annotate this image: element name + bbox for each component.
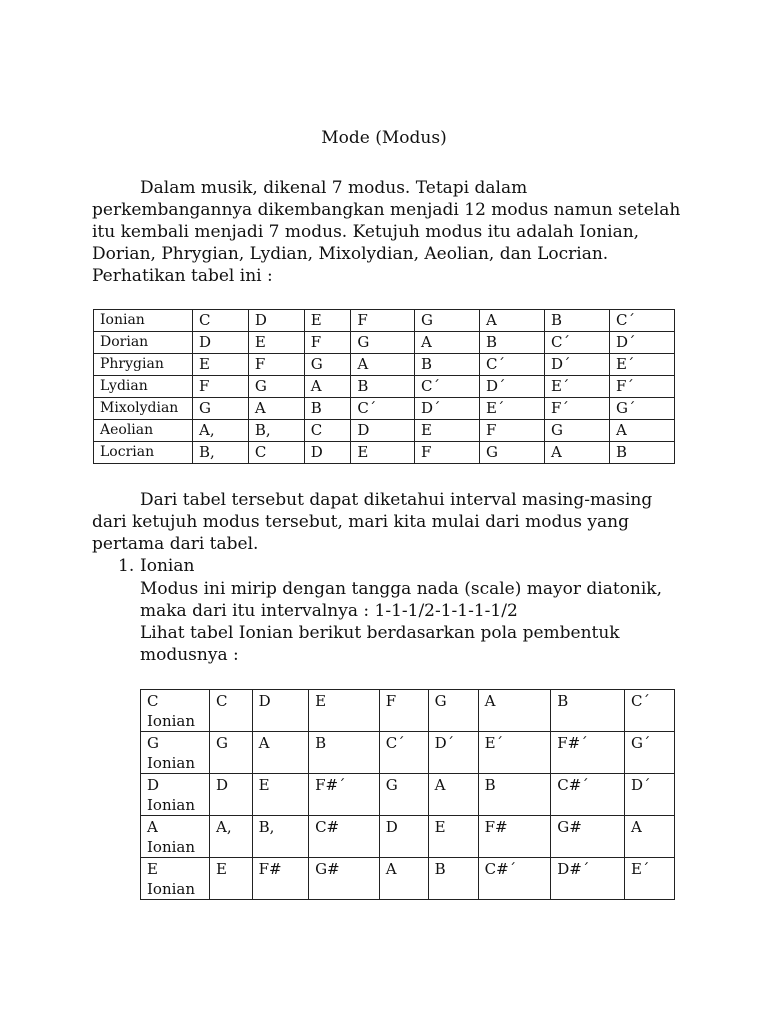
note-cell: G	[210, 732, 253, 774]
note-cell: A	[544, 442, 609, 464]
para2-line: dari ketujuh modus tersebut, mari kita mulai dari modus yang	[92, 512, 629, 532]
note-cell: B	[351, 376, 415, 398]
mode-name-cell: Locrian	[94, 442, 193, 464]
table-row	[141, 732, 675, 774]
note-cell: A,	[210, 816, 253, 858]
note-cell: D	[379, 816, 428, 858]
note-cell: E	[351, 442, 415, 464]
note-cell: D´	[428, 732, 478, 774]
key-label: A	[147, 818, 158, 836]
note-cell: A	[414, 332, 479, 354]
note-cell: A	[428, 774, 478, 816]
intro-paragraph	[92, 177, 692, 287]
note-cell: E´	[624, 858, 674, 900]
note-cell: G	[248, 376, 304, 398]
note-cell: F	[351, 310, 415, 332]
note-cell: F#	[478, 816, 551, 858]
note-cell: C	[193, 310, 249, 332]
note-cell: G#	[309, 858, 380, 900]
para2-line: Dari tabel tersebut dapat diketahui interval masing-masing	[140, 490, 653, 510]
note-cell: C	[248, 442, 304, 464]
para2	[92, 489, 692, 555]
note-cell: D´	[479, 376, 544, 398]
note-cell: C´	[624, 690, 674, 732]
list-item-title: Ionian	[140, 556, 195, 576]
note-cell: F´	[609, 376, 674, 398]
note-cell: C#	[309, 816, 380, 858]
note-cell: D	[252, 690, 308, 732]
note-cell: F	[304, 332, 351, 354]
table-row	[141, 774, 675, 816]
list-item-number: 1.	[118, 556, 135, 576]
item-line: Modus ini mirip dengan tangga nada (scale) mayor diatonik,	[140, 579, 663, 599]
note-cell: B,	[193, 442, 249, 464]
note-cell: E	[428, 816, 478, 858]
modes-table	[93, 309, 675, 464]
note-cell: E	[248, 332, 304, 354]
table-row	[94, 398, 675, 420]
note-cell: G	[351, 332, 415, 354]
list-item-body	[140, 578, 700, 666]
note-cell: D	[210, 774, 253, 816]
table-row	[141, 858, 675, 900]
note-cell: F	[193, 376, 249, 398]
mode-label: Ionian	[147, 712, 196, 730]
note-cell: C´	[351, 398, 415, 420]
key-cell	[141, 732, 210, 774]
note-cell: B	[304, 398, 351, 420]
note-cell: F#´	[309, 774, 380, 816]
key-label: C	[147, 692, 159, 710]
table-row	[94, 354, 675, 376]
note-cell: D	[351, 420, 415, 442]
table-row	[94, 376, 675, 398]
note-cell: E	[309, 690, 380, 732]
note-cell: D´	[609, 332, 674, 354]
mode-name-cell: Mixolydian	[94, 398, 193, 420]
note-cell: A	[252, 732, 308, 774]
note-cell: C#´	[551, 774, 625, 816]
note-cell: C´	[379, 732, 428, 774]
note-cell: A	[379, 858, 428, 900]
note-cell: E´	[609, 354, 674, 376]
note-cell: C	[304, 420, 351, 442]
intro-line: Dalam musik, dikenal 7 modus. Tetapi dalam	[140, 178, 528, 198]
note-cell: G#	[551, 816, 625, 858]
intro-line: perkembangannya dikembangkan menjadi 12 modus namun setelah	[92, 200, 681, 220]
note-cell: F	[479, 420, 544, 442]
note-cell: G	[479, 442, 544, 464]
note-cell: F	[414, 442, 479, 464]
key-cell	[141, 816, 210, 858]
note-cell: C´	[479, 354, 544, 376]
note-cell: A	[609, 420, 674, 442]
note-cell: G	[414, 310, 479, 332]
item-line: maka dari itu intervalnya : 1-1-1/2-1-1-1-1/2	[140, 601, 518, 621]
note-cell: C	[210, 690, 253, 732]
key-cell	[141, 858, 210, 900]
mode-name-cell: Phrygian	[94, 354, 193, 376]
note-cell: A	[248, 398, 304, 420]
key-cell	[141, 774, 210, 816]
table-row	[141, 816, 675, 858]
ionian-table	[140, 689, 675, 900]
note-cell: F´	[544, 398, 609, 420]
note-cell: D#´	[551, 858, 625, 900]
note-cell: D	[248, 310, 304, 332]
note-cell: D´	[624, 774, 674, 816]
key-label: D	[147, 776, 160, 794]
note-cell: A	[624, 816, 674, 858]
page-title: Mode (Modus)	[321, 128, 447, 148]
note-cell: B	[428, 858, 478, 900]
intro-line: Dorian, Phrygian, Lydian, Mixolydian, Aeolian, dan Locrian.	[92, 244, 609, 264]
intro-line: itu kembali menjadi 7 modus. Ketujuh modus itu adalah Ionian,	[92, 222, 640, 242]
mode-name-cell: Ionian	[94, 310, 193, 332]
mode-name-cell: Aeolian	[94, 420, 193, 442]
note-cell: E´	[544, 376, 609, 398]
note-cell: F#´	[551, 732, 625, 774]
table-row	[94, 332, 675, 354]
note-cell: F#	[252, 858, 308, 900]
note-cell: A	[479, 310, 544, 332]
note-cell: B	[544, 310, 609, 332]
note-cell: B,	[252, 816, 308, 858]
note-cell: F	[379, 690, 428, 732]
note-cell: G	[304, 354, 351, 376]
note-cell: E´	[478, 732, 551, 774]
table-row	[141, 690, 675, 732]
mode-label: Ionian	[147, 796, 196, 814]
note-cell: C´	[544, 332, 609, 354]
note-cell: C´	[609, 310, 674, 332]
table-row	[94, 442, 675, 464]
note-cell: A	[478, 690, 551, 732]
note-cell: F	[248, 354, 304, 376]
note-cell: E	[210, 858, 253, 900]
mode-label: Ionian	[147, 880, 196, 898]
note-cell: E´	[479, 398, 544, 420]
note-cell: B,	[248, 420, 304, 442]
note-cell: B	[479, 332, 544, 354]
mode-label: Ionian	[147, 754, 196, 772]
table-row	[94, 310, 675, 332]
note-cell: B	[609, 442, 674, 464]
note-cell: B	[478, 774, 551, 816]
note-cell: D	[304, 442, 351, 464]
note-cell: G´	[609, 398, 674, 420]
note-cell: C#´	[478, 858, 551, 900]
item-line: modusnya :	[140, 645, 239, 665]
note-cell: B	[414, 354, 479, 376]
note-cell: G	[544, 420, 609, 442]
note-cell: A	[351, 354, 415, 376]
note-cell: B	[309, 732, 380, 774]
item-line: Lihat tabel Ionian berikut berdasarkan pola pembentuk	[140, 623, 620, 643]
note-cell: D´	[544, 354, 609, 376]
note-cell: B	[551, 690, 625, 732]
note-cell: A	[304, 376, 351, 398]
note-cell: G´	[624, 732, 674, 774]
note-cell: G	[193, 398, 249, 420]
note-cell: C´	[414, 376, 479, 398]
note-cell: A,	[193, 420, 249, 442]
mode-label: Ionian	[147, 838, 196, 856]
note-cell: D	[193, 332, 249, 354]
note-cell: E	[304, 310, 351, 332]
table-row	[94, 420, 675, 442]
note-cell: E	[414, 420, 479, 442]
mode-name-cell: Dorian	[94, 332, 193, 354]
key-label: G	[147, 734, 159, 752]
key-label: E	[147, 860, 158, 878]
key-cell	[141, 690, 210, 732]
note-cell: D´	[414, 398, 479, 420]
note-cell: E	[193, 354, 249, 376]
mode-name-cell: Lydian	[94, 376, 193, 398]
note-cell: E	[252, 774, 308, 816]
para2-line: pertama dari tabel.	[92, 534, 259, 554]
note-cell: G	[428, 690, 478, 732]
note-cell: G	[379, 774, 428, 816]
intro-line: Perhatikan tabel ini :	[92, 266, 273, 286]
